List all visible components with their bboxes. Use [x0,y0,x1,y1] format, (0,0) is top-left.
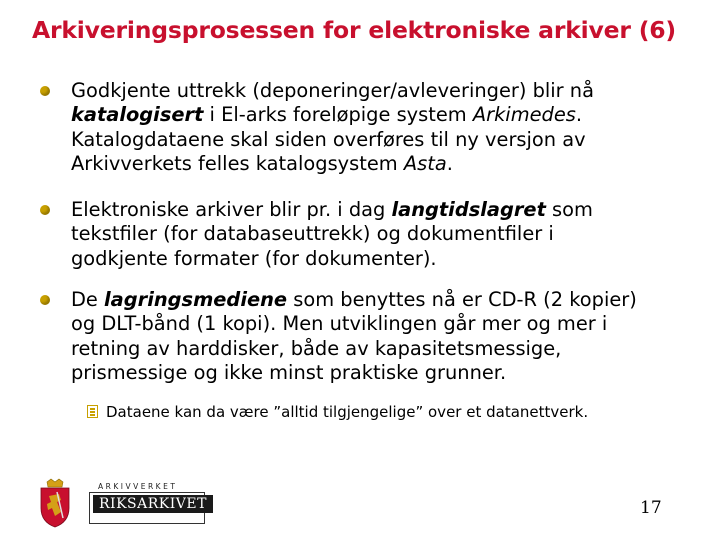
bullet-line [71,247,710,271]
bullet-line [71,312,710,336]
text-run: godkjente formater (for dokumenter). [71,246,437,270]
text-run: i El-arks foreløpige system [203,103,473,127]
bullet-dot-icon [40,205,50,215]
bullet-line [71,198,710,222]
sub-bullet-text: Dataene kan da være ”alltid tilgjengelige” over et datanettverk. [106,403,589,421]
coat-of-arms-icon [35,478,75,528]
bullet-line [71,128,710,152]
slide-title: Arkiveringsprosessen for elektroniske arkiver (6) [32,16,676,44]
riksarkivet-logo [35,478,205,528]
text-run: Asta [403,151,447,175]
bullet-item-2 [40,198,710,271]
text-run: Godkjente uttrekk (deponeringer/avleveringer) blir nå [71,79,594,102]
text-run: prismessige og ikke minst praktiske grunner. [71,360,507,384]
text-run: tekstfiler (for databaseuttrekk) og dokumentfiler i [71,222,554,246]
bullet-line [71,103,710,127]
logo-main-text: RIKSARKIVET [93,495,213,513]
text-run: De [71,288,105,311]
text-run: Elektroniske arkiver blir pr. i dag [71,198,392,221]
bullet-line [71,361,710,385]
bullet-dot-icon [40,86,50,96]
bullet-line [71,222,710,246]
bullet-line [71,337,710,361]
text-run: katalogisert [71,103,204,127]
text-run: og DLT-bånd (1 kopi). Men utviklingen går mer og mer i [71,312,608,336]
text-run: Katalogdataene skal siden overføres til ny versjon av [71,127,586,151]
text-run: som benyttes nå er CD-R (2 kopier) [287,288,637,311]
bullet-dot-icon [40,295,50,305]
page-number: 17 [640,498,662,518]
bullet-item-1 [40,79,710,176]
checklist-icon [87,405,98,418]
bullet-line [71,79,710,103]
text-run: som [545,198,593,221]
text-run: . [575,103,583,127]
text-run: . [446,151,453,175]
text-run: langtidslagret [391,198,546,221]
text-run: Arkivverkets felles katalogsystem [71,151,404,175]
bullet-line [71,152,710,176]
logo-top-text: ARKIVVERKET [98,482,178,491]
bullet-item-3 [40,288,710,385]
bullet-line [71,288,710,312]
text-run: lagringsmediene [104,288,288,311]
text-run: Arkimedes [472,103,576,127]
text-run: retning av harddisker, både av kapasitetsmessige, [71,336,562,360]
sub-bullet [87,403,588,421]
